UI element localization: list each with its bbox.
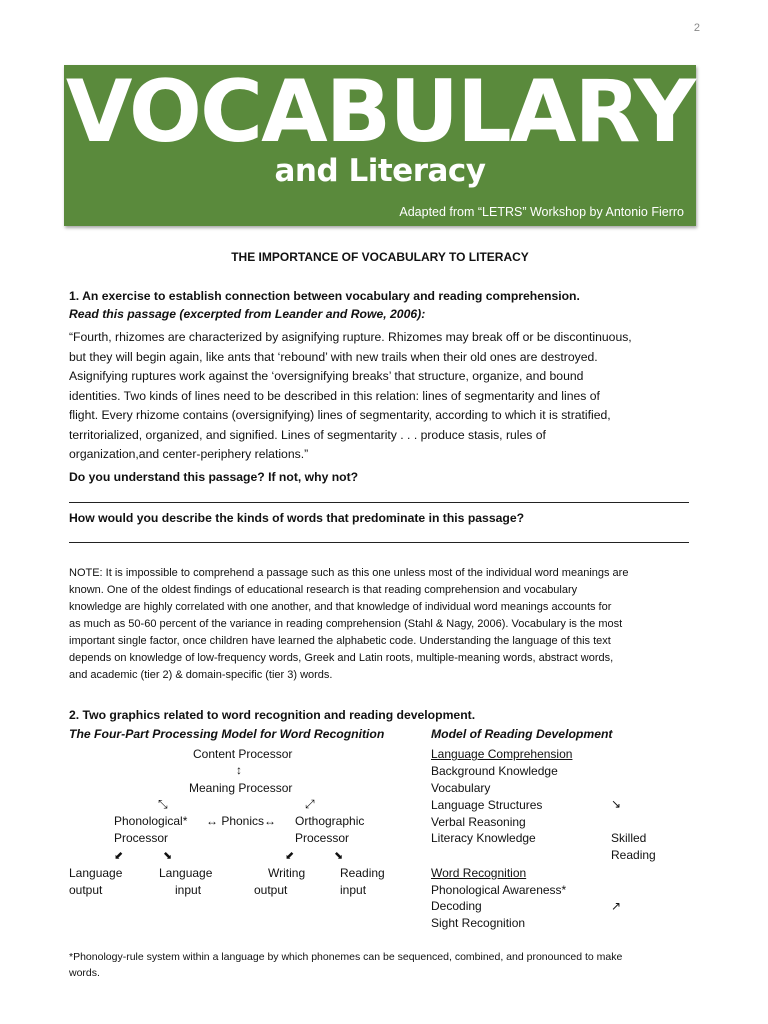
banner-title: VOCABULARY xyxy=(65,62,695,162)
arrow-down-right-icon: ↘ xyxy=(611,797,622,811)
phonics-link: ↔ Phonics↔ xyxy=(206,814,277,828)
note-line: known. One of the oldest findings of educational research is that reading comprehension and vocabulary xyxy=(69,584,578,596)
reading-input-2: input xyxy=(340,883,367,897)
language-input: Language xyxy=(159,866,213,880)
passage-line: organization,and center-periphery relations.” xyxy=(69,447,309,461)
answer-line-1[interactable] xyxy=(69,502,689,503)
orthographic-processor: Orthographic xyxy=(295,814,365,828)
note-line: NOTE: It is impossible to comprehend a passage such as this one unless most of the individual word meanings are xyxy=(69,567,629,579)
phonological-processor: Phonological* xyxy=(114,814,188,828)
language-input-2: input xyxy=(175,883,202,897)
passage xyxy=(69,328,709,465)
passage-line: “Fourth, rhizomes are characterized by asignifying rupture. Rhizomes may break off or be discontinuous, xyxy=(69,330,632,344)
content-processor: Content Processor xyxy=(193,747,293,761)
lc-item: Language Structures xyxy=(431,798,543,812)
arrow-ne-icon: ⤢ xyxy=(305,797,315,811)
question-kinds-of-words: How would you describe the kinds of words that predominate in this passage? xyxy=(69,511,525,525)
section1-heading: 1. An exercise to establish connection between vocabulary and reading comprehension. xyxy=(69,289,580,303)
wr-item: Decoding xyxy=(431,899,482,913)
passage-line: Asignifying ruptures work against the ‘oversignifying breaks’ that structure, organize, and bound xyxy=(69,369,584,383)
banner-credit: Adapted from “LETRS” Workshop by Antonio Fierro xyxy=(399,205,684,219)
note-line: important single factor, once children have learned the alphabetic code. Understanding the language of this text xyxy=(69,635,611,647)
passage-line: identities. Two kinds of lines need to be described in this relation: lines of segmentarity and lines of xyxy=(69,388,600,403)
lc-item: Background Knowledge xyxy=(431,764,558,778)
arrow-se-icon: ⬊ xyxy=(163,850,173,862)
language-comprehension-heading: Language Comprehension xyxy=(431,747,573,761)
language-output-2: output xyxy=(69,883,103,897)
banner-subtitle: and Literacy xyxy=(274,153,486,189)
note-line: depends on knowledge of low-frequency words, Greek and Latin roots, multiple-meaning words, abstract words, xyxy=(69,652,614,664)
note-line: knowledge are highly correlated with one another, and that knowledge of individual word meanings accounts for xyxy=(69,601,612,613)
wr-item: Phonological Awareness* xyxy=(431,883,567,897)
phonological-processor-2: Processor xyxy=(114,831,169,845)
arrow-up-right-icon: ↗ xyxy=(611,899,622,913)
question-understand: Do you understand this passage? If not, why not? xyxy=(69,470,359,484)
arrow-se-icon: ⬊ xyxy=(334,850,344,862)
skilled-label: Skilled xyxy=(611,831,647,845)
meaning-processor: Meaning Processor xyxy=(189,781,293,795)
passage-line: territorialized, organized, and signified. Lines of segmentarity . . . produce stasis, rules of xyxy=(69,427,546,442)
footnote xyxy=(69,949,709,981)
updown-arrow-icon: ↕ xyxy=(236,763,242,777)
lc-item: Verbal Reasoning xyxy=(431,815,526,829)
language-output: Language xyxy=(69,866,123,880)
footnote-line: words. xyxy=(69,967,100,979)
reading-development-title: Model of Reading Development xyxy=(431,727,613,741)
wr-item: Sight Recognition xyxy=(431,916,526,930)
reading-input: Reading xyxy=(340,866,385,880)
word-recognition-heading: Word Recognition xyxy=(431,866,527,880)
four-part-model-title: The Four-Part Processing Model for Word Recognition xyxy=(69,727,385,741)
reading-label: Reading xyxy=(611,848,656,862)
lc-item: Literacy Knowledge xyxy=(431,831,536,845)
title-banner xyxy=(64,62,696,226)
arrow-nw-icon: ⤡ xyxy=(158,797,168,811)
document-title: THE IMPORTANCE OF VOCABULARY TO LITERACY xyxy=(231,250,529,264)
writing-output: Writing xyxy=(268,866,306,880)
page-number: 2 xyxy=(693,22,700,34)
lc-item: Vocabulary xyxy=(431,781,491,795)
note-line: as much as 50-60 percent of the variance in reading comprehension (Stahl & Nagy, 2006). Vocabulary is the most xyxy=(69,618,623,630)
section1-instruction: Read this passage (excerpted from Leander and Rowe, 2006): xyxy=(69,307,426,321)
passage-line: flight. Every rhizome contains (oversignifying) lines of segmentarity, according to which it is stratified, xyxy=(69,408,611,422)
footnote-line: *Phonology-rule system within a language by which phonemes can be sequenced, combined, and pronounced to make xyxy=(69,951,623,963)
answer-line-2[interactable] xyxy=(69,542,689,543)
section2-heading: 2. Two graphics related to word recognition and reading development. xyxy=(69,708,476,722)
arrow-sw-icon: ⬋ xyxy=(285,850,295,862)
arrow-sw-icon: ⬋ xyxy=(114,850,124,862)
note-paragraph xyxy=(69,565,709,684)
writing-output-2: output xyxy=(254,883,288,897)
orthographic-processor-2: Processor xyxy=(295,831,350,845)
note-line: and academic (tier 2) & domain-specific (tier 3) words. xyxy=(69,669,333,681)
passage-line: but they will begin again, like ants that ‘rebound’ with new trails when their old ones are destroyed. xyxy=(69,349,598,364)
